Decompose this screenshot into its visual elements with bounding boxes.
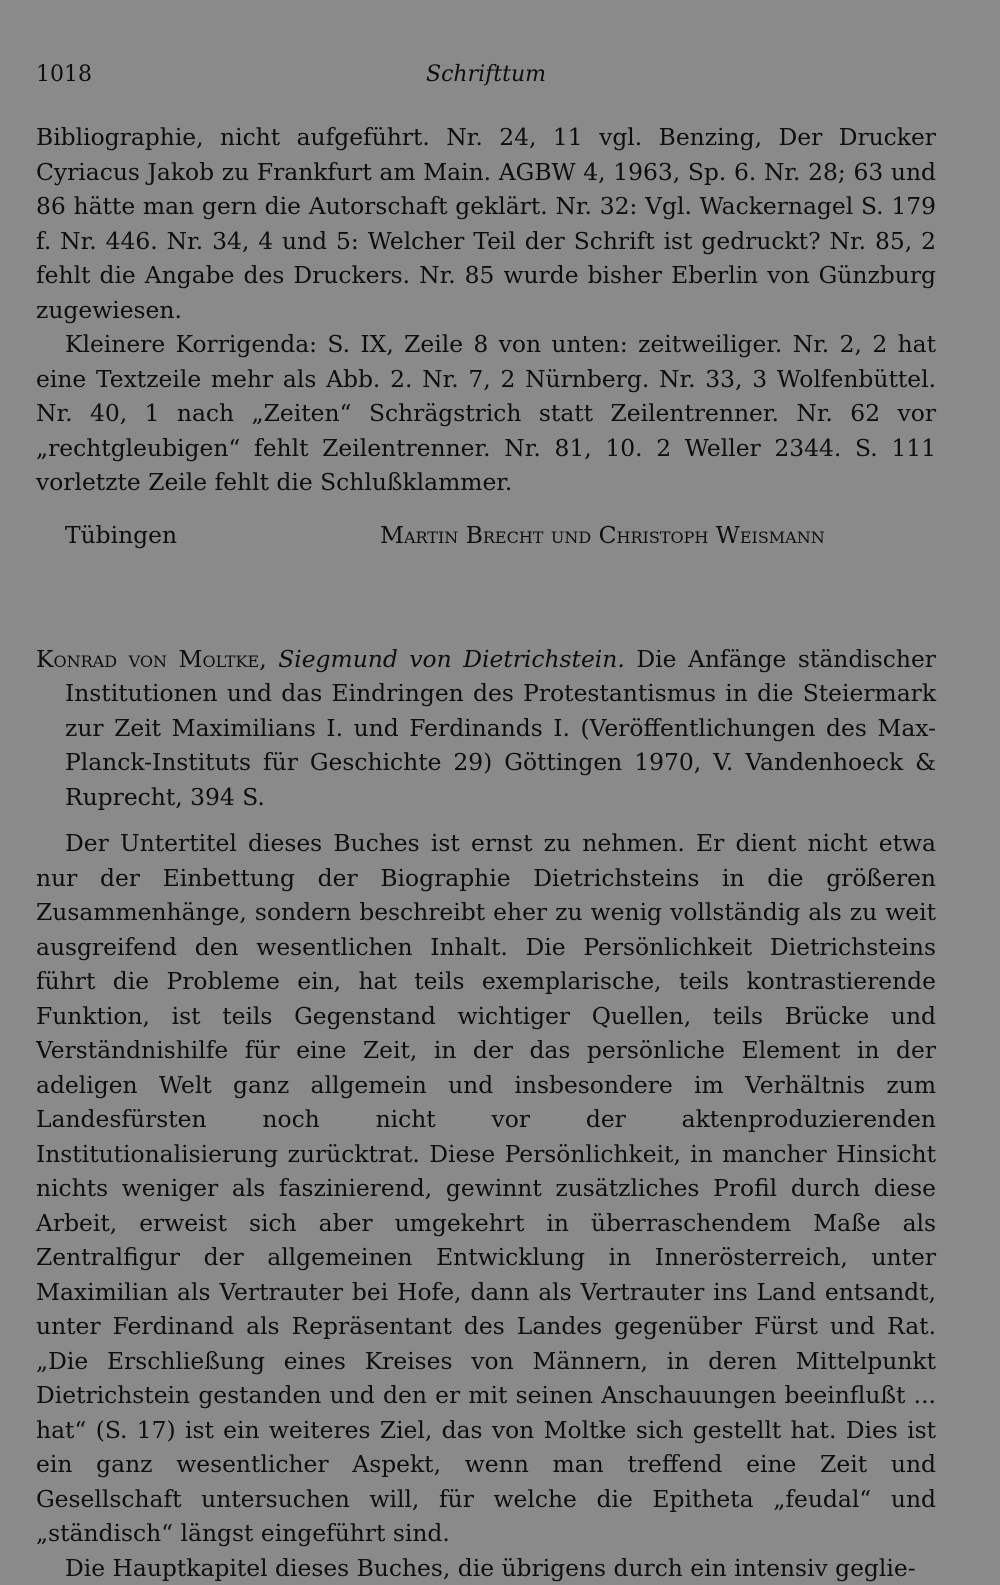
- review-paragraph-1: Der Untertitel dieses Buches ist ernst zu nehmen. Er dient nicht etwa nur der Einbettung der Biographie Dietrichsteins in die größeren Zusammenhänge, sondern beschreibt eher zu wenig vollständig als zu weit ausgreifend den wesentlichen Inhalt. Die Persönlichkeit Dietrichsteins führt die Probleme ein, hat teils exemplarische, teils kontrastierende Funktion, ist teils Gegenstand wichtiger Quellen, teils Brücke und Verständnishilfe für eine Zeit, in der das persönliche Element in der adeligen Welt ganz allgemein und insbesondere im Verhältnis zum Landesfürsten noch nicht vor der aktenproduzierenden Institutionalisierung zurücktrat. Diese Persönlichkeit, in mancher Hinsicht nichts weniger als faszinierend, gewinnt zusätzliches Profil durch diese Arbeit, erweist sich aber umgekehrt in überraschendem Maße als Zentralfigur der allgemeinen Entwicklung in Innerösterreich, unter Maximilian als Vertrauter bei Hofe, dann als Vertrauter ins Land entsandt, unter Ferdinand als Repräsentant des Landes gegenüber Fürst und Rat. „Die Erschließung eines Kreises von Männern, in deren Mittelpunkt Dietrichstein gestanden und den er mit seinen Anschauungen beeinflußt ... hat“ (S. 17) ist ein weiteres Ziel, das von Moltke sich gestellt hat. Dies ist ein ganz wesentlicher Aspekt, wenn man treffend eine Zeit und Gesellschaft untersuchen will, für welche die Epitheta „feudal“ und „ständisch“ längst eingeführt sind.: [36, 826, 936, 1551]
- signature-reviewers: Martin Brecht und Christoph Weismann: [380, 518, 825, 552]
- previous-review-paragraph-2: Kleinere Korrigenda: S. IX, Zeile 8 von unten: zeitweiliger. Nr. 2, 2 hat eine Textzeile mehr als Abb. 2. Nr. 7, 2 Nürnberg. Nr. 33, 3 Wolfenbüttel. Nr. 40, 1 nach „Zeiten“ Schrägstrich statt Zeilentrenner. Nr. 62 vor „rechtgleubigen“ fehlt Zeilentrenner. Nr. 81, 10. 2 Weller 2344. S. 111 vorletzte Zeile fehlt die Schlußklammer.: [36, 327, 936, 500]
- review-body: [36, 826, 936, 1585]
- review-signature: [36, 518, 936, 552]
- previous-review-paragraph-1: Bibliographie, nicht aufgeführt. Nr. 24, 11 vgl. Benzing, Der Drucker Cyriacus Jakob zu Frankfurt am Main. AGBW 4, 1963, Sp. 6. Nr. 28; 63 und 86 hätte man gern die Autorschaft geklärt. Nr. 32: Vgl. Wackernagel S. 179 f. Nr. 446. Nr. 34, 4 und 5: Welcher Teil der Schrift ist gedruckt? Nr. 85, 2 fehlt die Angabe des Druckers. Nr. 85 wurde bisher Eberlin von Günzburg zugewiesen.: [36, 120, 936, 327]
- previous-review: [36, 120, 936, 500]
- running-header: [36, 62, 936, 102]
- page-number: 1018: [36, 62, 92, 87]
- running-title: Schrifttum: [36, 62, 936, 87]
- signature-place: Tübingen: [65, 518, 177, 552]
- review-paragraph-2: Die Hauptkapitel dieses Buches, die übrigens durch ein intensiv geglie-: [36, 1551, 936, 1585]
- book-author: Konrad von Moltke,: [36, 645, 267, 673]
- book-title: Siegmund von Dietrichstein.: [278, 645, 625, 673]
- book-details: Die Anfänge ständischer Institutionen und das Eindringen des Protestantismus in die Steiermark zur Zeit Maximilians I. und Ferdinands I. (Veröffentlichungen des Max-Planck-Instituts für Geschichte 29) Göttingen 1970, V. Vandenhoeck & Ruprecht, 394 S.: [65, 645, 936, 811]
- book-entry: [36, 642, 936, 815]
